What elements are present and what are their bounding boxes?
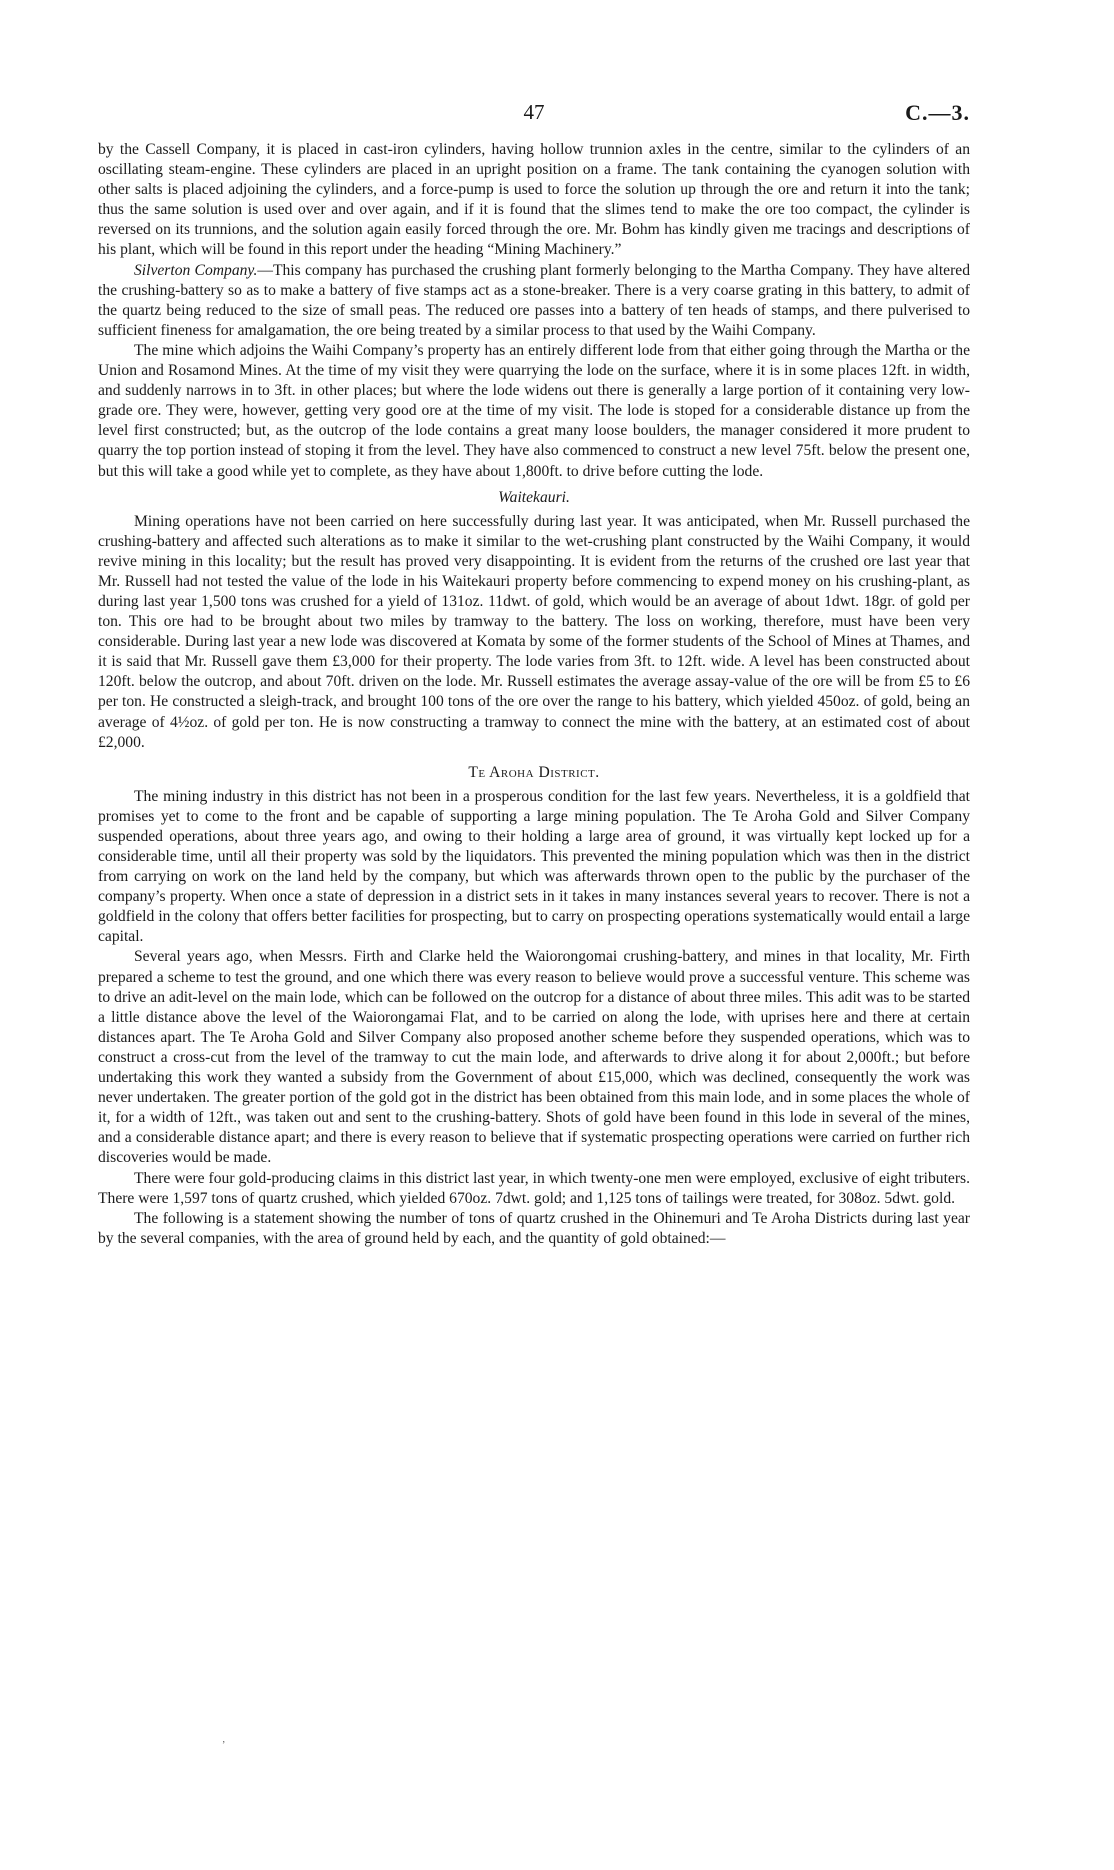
- paragraph-waitekauri: Mining operations have not been carried on here successfully during last year. It was anticipated, when Mr. Russell purchased the crushing-battery and affected such alterations as to make it similar to the wet-crushing plant constructed by the Waihi Company, it would revive mining in this locality; but the result has proved very disappointing. It is evident from the returns of the crushed ore last year that Mr. Russell had not tested the value of the lode in his Waitekauri property before commencing to expend money on his crushing-plant, as during last year 1,500 tons was crushed for a yield of 131oz. 11dwt. of gold, which would be an average of about 1dwt. 18gr. of gold per ton. This ore had to be brought about two miles by tramway to the battery. The loss on working, therefore, must have been very considerable. During last year a new lode was discovered at Komata by some of the former students of the School of Mines at Thames, and it is said that Mr. Russell gave them £3,000 for their property. The lode varies from 3ft. to 12ft. wide. A level has been constructed about 120ft. below the outcrop, and about 70ft. driven on the lode. Mr. Russell estimates the average assay-value of the ore will be from £5 to £6 per ton. He constructed a sleigh-track, and brought 100 tons of the ore over the range to his battery, which yielded 450oz. of gold, being an average of 4½oz. of gold per ton. He is now constructing a tramway to connect the mine with the battery, at an estimated cost of about £2,000.: [98, 512, 970, 751]
- stray-mark: ’: [222, 1740, 226, 1751]
- document-reference: C.—3.: [905, 100, 970, 125]
- section-heading-waitekauri: Waitekauri.: [498, 488, 570, 506]
- paragraph-te-aroha-2: Several years ago, when Messrs. Firth and Clarke held the Waiorongomai crushing-battery, and mines in that locality, Mr. Firth prepared a scheme to test the ground, and one which there was every reason to believe would prove a successful venture. This scheme was to drive an adit-level on the main lode, which can be followed on the outcrop for a distance of about three miles. This adit was to be started a little distance above the level of the Waiorongamai Flat, and to be carried on along the lode, with uprises here and there at certain distances apart. The Te Aroha Gold and Silver Company also proposed another scheme before they suspended operations, which was to construct a cross-cut from the level of the tramway to cut the main lode, and afterwards to drive along it for about 2,000ft.; but before undertaking this work they wanted a subsidy from the Government of about £15,000, which was declined, consequently the work was never undertaken. The greater portion of the gold got in the district has been obtained from this main lode, and in some places the whole of it, for a width of 12ft., was taken out and sent to the crushing-battery. Shots of gold have been found in this lode in several of the mines, and a considerable distance apart; and there is every reason to believe that if systematic prospecting operations were carried on further rich discoveries would be made.: [98, 948, 970, 1167]
- paragraph-cassell: by the Cassell Company, it is placed in cast-iron cylinders, having hollow trunnion axles in the centre, similar to the cylinders of an oscillating steam-engine. These cylinders are placed in an upright position on a frame. The tank containing the cyanogen solution with other salts is placed adjoining the cylinders, and a force-pump is used to force the solution up through the ore and return it into the tank; thus the same solution is used over and over again, and if it is found that the slimes tend to make the ore too compact, the cylinder is reversed on its trunnions, and the solution again easily forced through the ore. Mr. Bohm has kindly given me tracings and descriptions of his plant, which will be found in this report under the heading “Mining Machinery.”: [98, 141, 970, 259]
- silverton-lead: Silverton Company.: [134, 261, 258, 279]
- page-number: 47: [523, 100, 545, 124]
- paragraph-te-aroha-3: There were four gold-producing claims in this district last year, in which twenty-one men were employed, exclusive of eight tributers. There were 1,597 tons of quartz crushed, which yielded 670oz. 7dwt. gold; and 1,125 tons of tailings were treated, for 308oz. 5dwt. gold.: [98, 1169, 970, 1207]
- silverton-text: —This company has purchased the crushing plant formerly belonging to the Martha Company. They have altered the crushing-battery so as to make a battery of five stamps act as a stone-breaker. There is a very coarse grating in this battery, to admit of the quartz being reduced to the size of small peas. The reduced ore passes into a battery of ten heads of stamps, and there pulverised to sufficient fineness for amalgamation, the ore being treated by a similar process to that used by the Waihi Company.: [98, 261, 970, 339]
- paragraph-te-aroha-4: The following is a statement showing the number of tons of quartz crushed in the Ohinemuri and Te Aroha Districts during last year by the several companies, with the area of ground held by each, and the quantity of gold obtained:—: [98, 1209, 970, 1247]
- paragraph-te-aroha-1: The mining industry in this district has not been in a prosperous condition for the last few years. Nevertheless, it is a goldfield that promises yet to come to the front and be capable of supporting a large mining population. The Te Aroha Gold and Silver Company suspended operations, about three years ago, and owing to their holding a large area of ground, it was virtually kept locked up for a considerable time, until all their property was sold by the liquidators. This prevented the mining population which was then in the district from carrying on work on the land held by the company, but which was afterwards thrown open to the public by the purchaser of the company’s property. When once a state of depression in a district sets in it takes in many instances several years to recover. There is not a goldfield in the colony that offers better facilities for prospecting, but to carry on prospecting operations systematically would entail a large capital.: [98, 787, 970, 946]
- page: [98, 100, 970, 1249]
- section-heading-te-aroha: Te Aroha District.: [468, 763, 600, 781]
- page-header: [98, 100, 970, 140]
- paragraph-silverton: [98, 261, 970, 341]
- paragraph-mine: The mine which adjoins the Waihi Company’s property has an entirely different lode from that either going through the Martha or the Union and Rosamond Mines. At the time of my visit they were quarrying the lode on the surface, where it is in some places 12ft. in width, and suddenly narrows in to 3ft. in other places; but where the lode widens out there is generally a large portion of it containing very low-grade ore. They were, however, getting very good ore at the time of my visit. The lode is stoped for a considerable distance up from the level first constructed; but, as the outcrop of the lode contains a great many loose boulders, the manager considered it more prudent to quarry the top portion instead of stoping it from the level. They have also commenced to construct a new level 75ft. below the present one, but this will take a good while yet to complete, as they have about 1,800ft. to drive before cutting the lode.: [98, 341, 970, 480]
